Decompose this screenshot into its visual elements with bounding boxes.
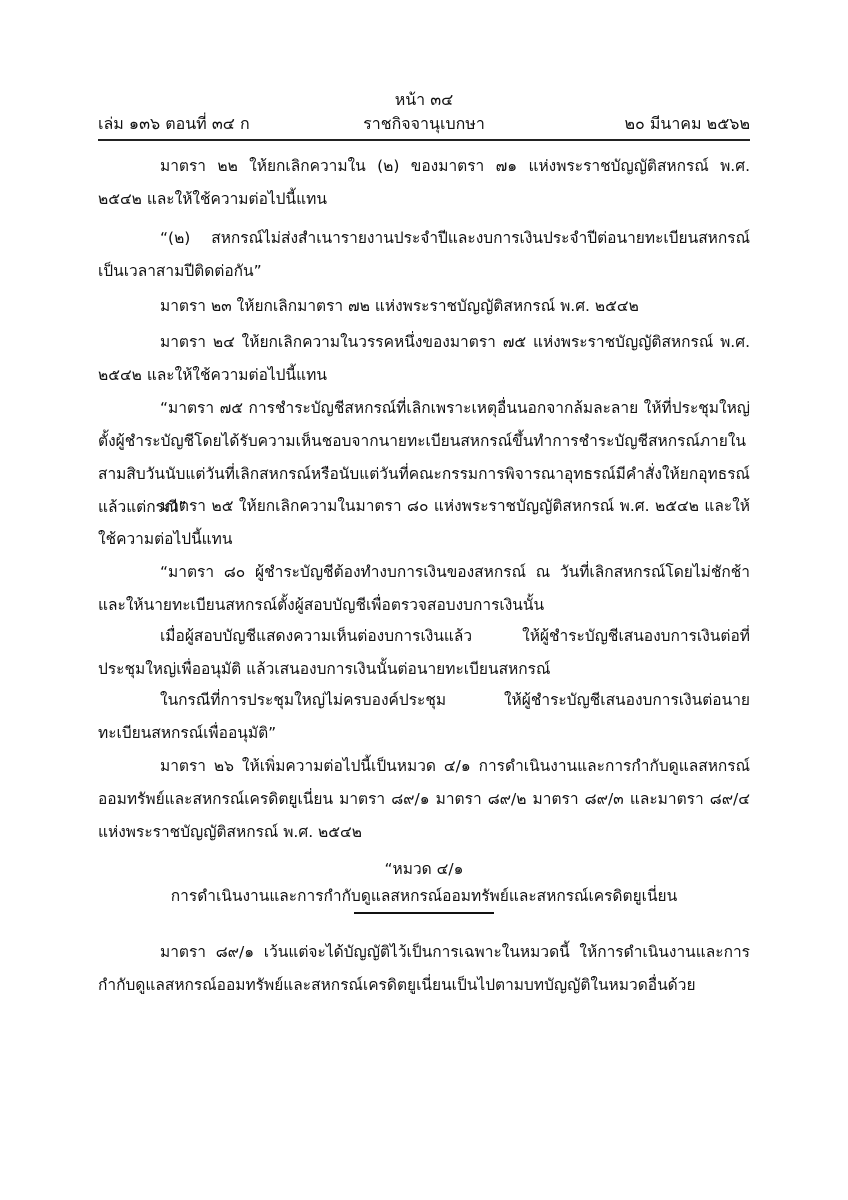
header-divider	[98, 139, 750, 141]
publication-date: ๒๐ มีนาคม ๒๕๖๒	[624, 114, 750, 133]
section-22-paragraph: มาตรา ๒๒ ให้ยกเลิกความใน (๒) ของมาตรา ๗๑ แห่งพระราชบัญญัติสหกรณ์ พ.ศ. ๒๕๔๒ และให้ใช้ความต่อไปนี้แทน	[98, 157, 750, 208]
section-80-paragraph-2: เมื่อผู้สอบบัญชีแสดงความเห็นต่องบการเงินแล้ว ให้ผู้ชำระบัญชีเสนองบการเงินต่อที่ประชุมใหญ่เพื่ออนุมัติ แล้วเสนองบการเงินนั้นต่อนายทะเบียนสหกรณ์	[98, 627, 750, 678]
section-24-paragraph: มาตรา ๒๔ ให้ยกเลิกความในวรรคหนึ่งของมาตรา ๗๕ แห่งพระราชบัญญัติสหกรณ์ พ.ศ. ๒๕๔๒ และให้ใช้ความต่อไปนี้แทน	[98, 333, 750, 384]
section-89-1-paragraph: มาตรา ๘๙/๑ เว้นแต่จะได้บัญญัติไว้เป็นการเฉพาะในหมวดนี้ ให้การดำเนินงานและการกำกับดูแลสหกรณ์ออมทรัพย์และสหกรณ์เครดิตยูเนี่ยนเป็นไปตามบทบัญญัติในหมวดอื่นด้วย	[98, 943, 750, 994]
section-80-amendment-text: “มาตรา ๘๐ ผู้ชำระบัญชีต้องทำงบการเงินของสหกรณ์ ณ วันที่เลิกสหกรณ์โดยไม่ชักช้า และให้นายทะเบียนสหกรณ์ตั้งผู้สอบบัญชีเพื่อตรวจสอบงบการเงินนั้น	[98, 563, 750, 614]
volume-issue: เล่ม ๑๓๖ ตอนที่ ๓๔ ก	[98, 114, 250, 133]
section-26-paragraph: มาตรา ๒๖ ให้เพิ่มความต่อไปนี้เป็นหมวด ๔/๑ การดำเนินงานและการกำกับดูแลสหกรณ์ออมทรัพย์และสหกรณ์เครดิตยูเนี่ยน มาตรา ๘๙/๑ มาตรา ๘๙/๒ มาตรา ๘๙/๓ และมาตรา ๘๙/๔ แห่งพระราชบัญญัติสหกรณ์ พ.ศ. ๒๕๔๒	[98, 757, 750, 841]
gazette-header	[98, 113, 750, 135]
chapter-title: การดำเนินงานและการกำกับดูแลสหกรณ์ออมทรัพย์และสหกรณ์เครดิตยูเนี่ยน	[170, 887, 678, 905]
section-80-paragraph-3: ในกรณีที่การประชุมใหญ่ไม่ครบองค์ประชุม ให้ผู้ชำระบัญชีเสนองบการเงินต่อนายทะเบียนสหกรณ์เพื่ออนุมัติ”	[98, 691, 750, 742]
section-75-amendment-text: “มาตรา ๗๕ การชำระบัญชีสหกรณ์ที่เลิกเพราะเหตุอื่นนอกจากล้มละลาย ให้ที่ประชุมใหญ่ตั้งผู้ชำระบัญชีโดยได้รับความเห็นชอบจากนายทะเบียนสหกรณ์ขึ้นทำการชำระบัญชีสหกรณ์ภายในสามสิบวันนับแต่วันที่เลิกสหกรณ์หรือนับแต่วันที่คณะกรรมการพิจารณาอุทธรณ์มีคำสั่งให้ยกอุทธรณ์ แล้วแต่กรณี”	[98, 399, 750, 516]
section-22-amendment-text: “(๒) สหกรณ์ไม่ส่งสำเนารายงานประจำปีและงบการเงินประจำปีต่อนายทะเบียนสหกรณ์เป็นเวลาสามปีติดต่อกัน”	[98, 229, 750, 280]
page-number: หน้า ๓๔	[394, 90, 454, 109]
gazette-title: ราชกิจจานุเบกษา	[363, 114, 485, 133]
section-23-paragraph: มาตรา ๒๓ ให้ยกเลิกมาตรา ๗๒ แห่งพระราชบัญญัติสหกรณ์ พ.ศ. ๒๕๔๒	[160, 297, 639, 315]
chapter-divider	[354, 912, 494, 914]
chapter-heading: “หมวด ๔/๑	[384, 860, 464, 878]
section-25-paragraph: มาตรา ๒๕ ให้ยกเลิกความในมาตรา ๘๐ แห่งพระราชบัญญัติสหกรณ์ พ.ศ. ๒๕๔๒ และให้ใช้ความต่อไปนี้แทน	[98, 497, 750, 548]
